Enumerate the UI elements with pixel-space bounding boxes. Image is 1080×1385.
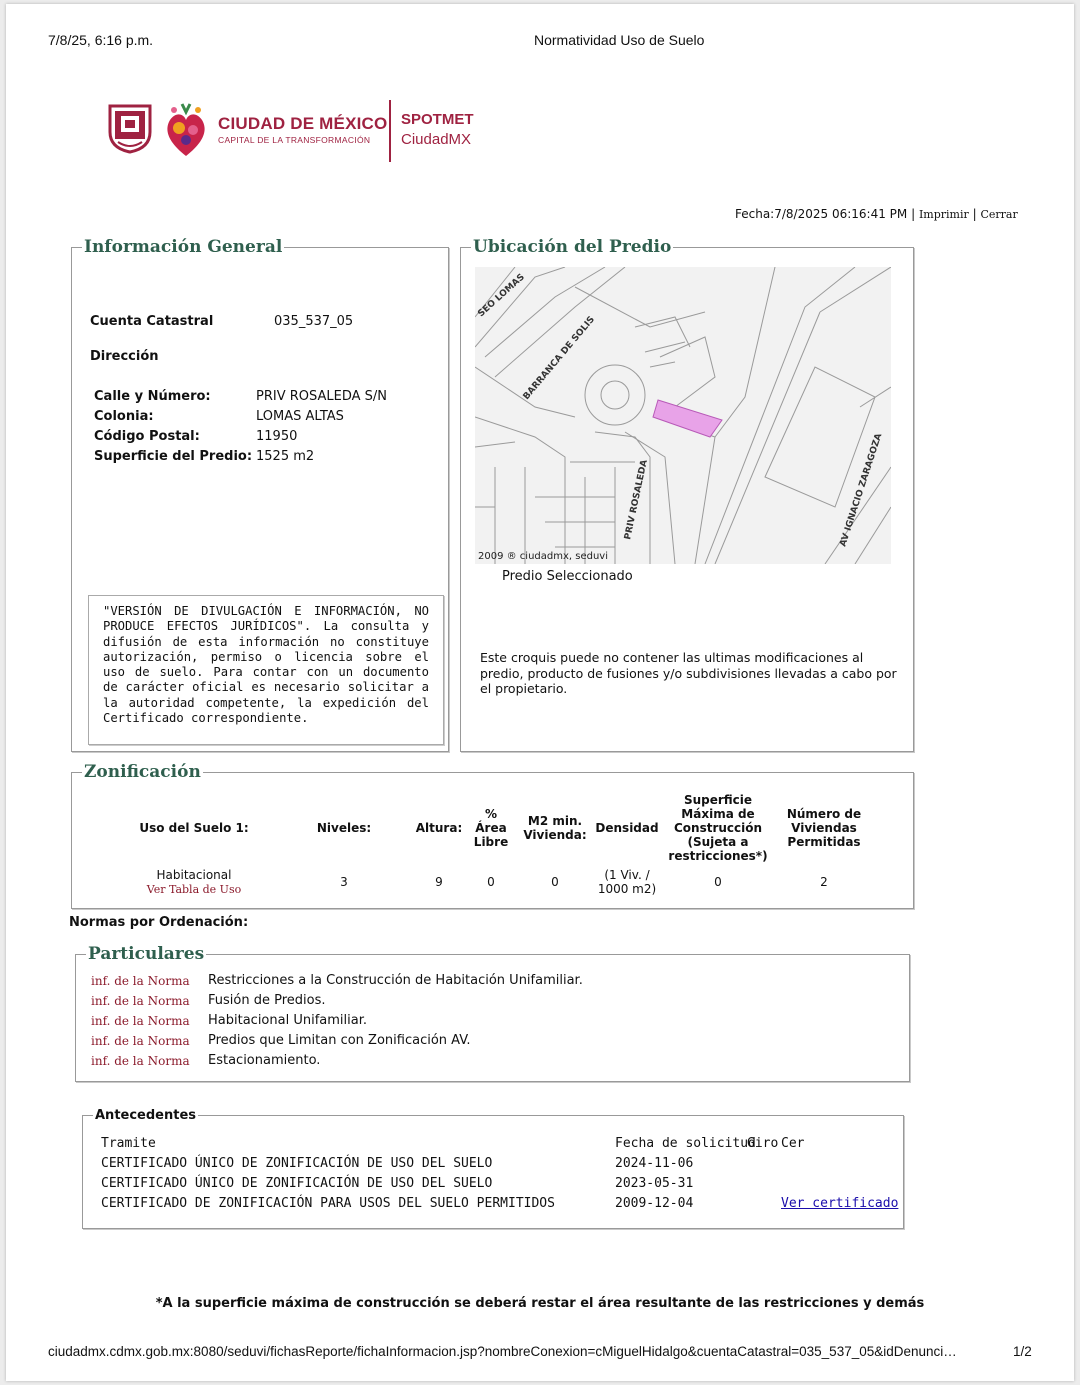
norma-item: Habitacional Unifamiliar. (208, 1013, 367, 1028)
norma-link[interactable]: inf. de la Norma (91, 974, 190, 988)
heart-emblem (162, 98, 210, 164)
calle-label: Calle y Número: (94, 389, 211, 404)
norma-link[interactable]: inf. de la Norma (91, 994, 190, 1008)
print-timestamp: 7/8/25, 6:16 p.m. (48, 32, 154, 48)
cerrar-link[interactable]: Cerrar (980, 208, 1018, 221)
header-uso-suelo: Uso del Suelo 1: (139, 821, 249, 835)
document-page (6, 4, 1074, 1381)
antecedente-tramite: CERTIFICADO ÚNICO DE ZONIFICACIÓN DE USO DEL SUELO (101, 1176, 493, 1191)
ver-tabla-uso-link[interactable]: Ver Tabla de Uso (146, 883, 242, 896)
header-superficie-maxima: Superficie Máxima de Construcción (Sujeta a restricciones*) (668, 793, 768, 863)
location-map[interactable] (475, 267, 891, 564)
imprimir-link[interactable]: Imprimir (918, 208, 969, 221)
spotmet-label: SPOTMET (401, 111, 474, 128)
selected-parcel-shape (653, 400, 722, 437)
codigo-postal-value: 11950 (256, 429, 298, 444)
map-sketch (475, 267, 891, 564)
heart-icon (162, 98, 210, 160)
norma-item: Restricciones a la Construcción de Habitación Unifamiliar. (208, 973, 583, 988)
legal-disclaimer: "VERSIÓN DE DIVULGACIÓN E INFORMACIÓN, NO PRODUCE EFECTOS JURÍDICOS". La consulta y difusión de esta información no constituye autorización, permiso o licencia sobre el uso de suelo. Para contar con un documento de carácter oficial es necesario solicitar a la autoridad competente, la expedición del Certificado correspondiente. (88, 595, 444, 745)
direccion-label: Dirección (90, 349, 159, 364)
page-number: 1/2 (1013, 1344, 1032, 1359)
antecedentes-header-cer: Cer (781, 1136, 805, 1151)
codigo-postal-label: Código Postal: (94, 429, 200, 444)
cuenta-catastral-value: 035_537_05 (274, 314, 354, 329)
calle-value: PRIV ROSALEDA S/N (256, 389, 388, 404)
norma-item: Estacionamiento. (208, 1053, 321, 1068)
fecha-text: Fecha:7/8/2025 06:16:41 PM (735, 207, 908, 221)
croquis-note: Este croquis puede no contener las ultimas modificaciones al predio, producto de fusiones y/o subdivisiones llevadas a cabo por el propietario. (480, 650, 897, 696)
cdmx-title: CIUDAD DE MÉXICO (218, 114, 388, 133)
ubicacion-legend: Ubicación del Predio (473, 237, 672, 257)
header-altura: Altura: (415, 821, 463, 835)
toolbar-separator: | (911, 207, 916, 221)
header-densidad: Densidad (595, 821, 659, 835)
superficie-value: 1525 m2 (256, 449, 315, 464)
antecedentes-header-tramite: Tramite (101, 1136, 156, 1151)
area-libre-value: 0 (487, 875, 495, 889)
antecedentes-header-fecha: Fecha de solicitud (615, 1136, 756, 1151)
zonificacion-legend: Zonificación (84, 762, 201, 782)
densidad-value: (1 Viv. / 1000 m2) (597, 868, 657, 896)
antecedentes-legend: Antecedentes (95, 1108, 197, 1123)
header-niveles: Niveles: (316, 821, 372, 835)
map-label-paseo: SEO LOMAS (476, 272, 527, 320)
norma-item: Predios que Limitan con Zonificación AV. (208, 1033, 471, 1048)
header-m2-vivienda: M2 min. Vivienda: (523, 814, 587, 842)
predio-seleccionado-label: Predio Seleccionado (502, 569, 633, 584)
header-numero-viviendas: Número de Viviendas Permitidas (786, 807, 862, 849)
colonia-label: Colonia: (94, 409, 154, 424)
print-doc-title: Normatividad Uso de Suelo (534, 32, 705, 48)
particulares-panel (75, 944, 910, 1082)
antecedente-fecha: 2009-12-04 (615, 1196, 694, 1211)
norma-link[interactable]: inf. de la Norma (91, 1014, 190, 1028)
logo-divider (389, 100, 391, 162)
antecedentes-header-giro: Giro (747, 1136, 779, 1151)
map-label-barranca: BARRANCA DE SOLIS (521, 314, 598, 402)
toolbar-separator: | (972, 207, 977, 221)
superficie-maxima-value: 0 (714, 875, 722, 889)
uso-value: Habitacional (156, 868, 232, 882)
particulares-legend: Particulares (88, 944, 205, 964)
numero-viviendas-value: 2 (820, 875, 828, 889)
map-label-av: AV IGNACIO ZARAGOZA (838, 432, 885, 548)
superficie-label: Superficie del Predio: (94, 449, 253, 464)
info-general-legend: Información General (84, 237, 283, 257)
altura-value: 9 (435, 875, 443, 889)
colonia-value: LOMAS ALTAS (256, 409, 344, 424)
antecedente-tramite: CERTIFICADO DE ZONIFICACIÓN PARA USOS DEL SUELO PERMITIDOS (101, 1196, 555, 1211)
niveles-value: 3 (340, 875, 348, 889)
antecedente-tramite: CERTIFICADO ÚNICO DE ZONIFICACIÓN DE USO DEL SUELO (101, 1156, 493, 1171)
cdmx-shield-icon (106, 102, 154, 154)
m2-vivienda-value: 0 (551, 875, 559, 889)
norma-link[interactable]: inf. de la Norma (91, 1054, 190, 1068)
cdmx-subtitle: CAPITAL DE LA TRANSFORMACIÓN (218, 135, 371, 145)
norma-item: Fusión de Predios. (208, 993, 326, 1008)
toolbar (735, 207, 1018, 221)
header-area-libre: % Área Libre (473, 807, 509, 849)
cuenta-catastral-label: Cuenta Catastral (90, 314, 214, 329)
ver-certificado-link[interactable]: Ver certificado (781, 1196, 899, 1211)
ciudadmx-label: CiudadMX (401, 131, 472, 148)
antecedente-fecha: 2023-05-31 (615, 1176, 694, 1191)
cdmx-logo (106, 102, 154, 158)
normas-title: Normas por Ordenación: (69, 915, 249, 930)
antecedente-fecha: 2024-11-06 (615, 1156, 694, 1171)
map-label-priv: PRIV ROSALEDA (623, 458, 650, 541)
footnote: *A la superficie máxima de construcción se deberá restar el área resultante de las restricciones y demás (155, 1296, 925, 1311)
map-copyright: 2009 ® ciudadmx, seduvi (478, 551, 609, 562)
footer-url: ciudadmx.cdmx.gob.mx:8080/seduvi/fichasReporte/fichaInformacion.jsp?nombreConexion=cMiguelHidalgo&cuentaCatastral=035_537_05&idDenunci… (48, 1344, 957, 1359)
norma-link[interactable]: inf. de la Norma (91, 1034, 190, 1048)
